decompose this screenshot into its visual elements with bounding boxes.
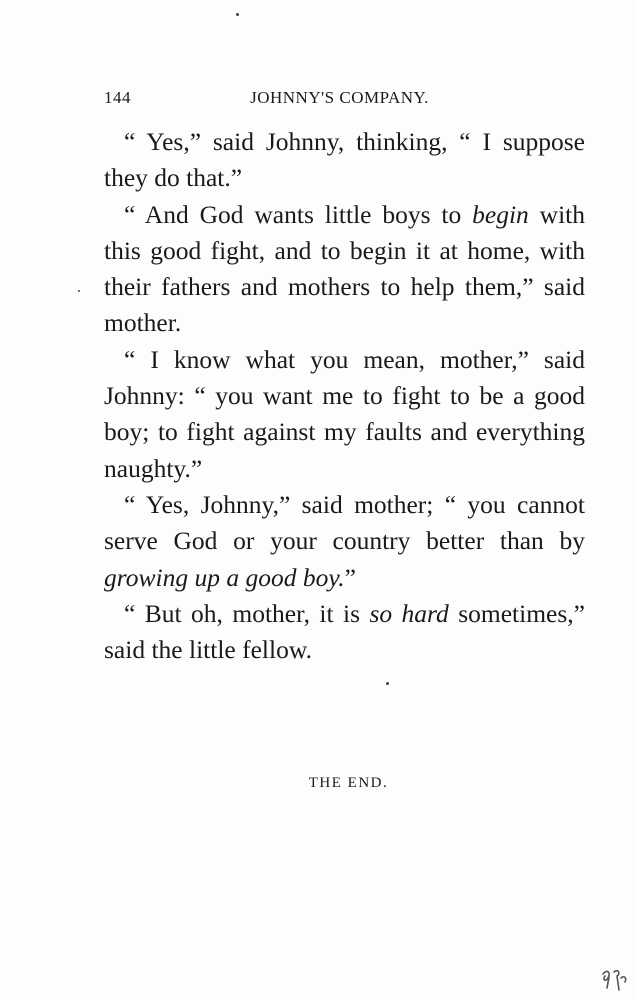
paragraph (104, 197, 585, 342)
ink-speck (386, 682, 389, 685)
paragraph-text: sometimes,” said the little fellow. (104, 598, 585, 665)
paragraph (104, 124, 585, 197)
handwritten-pencil-mark (599, 966, 629, 994)
paragraph (104, 487, 585, 596)
ink-speck (78, 290, 80, 292)
emphasis: so hard (369, 598, 449, 628)
body-text (104, 124, 585, 668)
running-head (104, 88, 541, 110)
paragraph-text: with this good fight, and to begin it at home, with their fathers and mothers to help them,” said mother. (104, 199, 585, 338)
paragraph (104, 342, 585, 487)
paragraph-text: “ But oh, mother, it is (124, 598, 370, 628)
emphasis: growing up a good boy. (104, 562, 345, 592)
paragraph-text: ” (344, 562, 356, 592)
paragraph-text: “ And God wants little boys to (124, 199, 473, 229)
emphasis: begin (472, 199, 529, 229)
page-number: 144 (104, 88, 131, 107)
paragraph-text: “ I know what you mean, mother,” said Johnny: “ you want me to fight to be a good boy; to fight against my faults and everything naughty.” (104, 344, 585, 483)
running-title: JOHNNY'S COMPANY. (250, 88, 429, 107)
paragraph (104, 596, 585, 669)
paragraph-text: “ Yes, Johnny,” said mother; “ you cannot serve God or your country better than by (104, 489, 585, 556)
paragraph-text: “ Yes,” said Johnny, thinking, “ I suppose they do that.” (104, 127, 585, 193)
end-marker: THE END. (308, 775, 389, 791)
ink-speck (236, 13, 239, 16)
